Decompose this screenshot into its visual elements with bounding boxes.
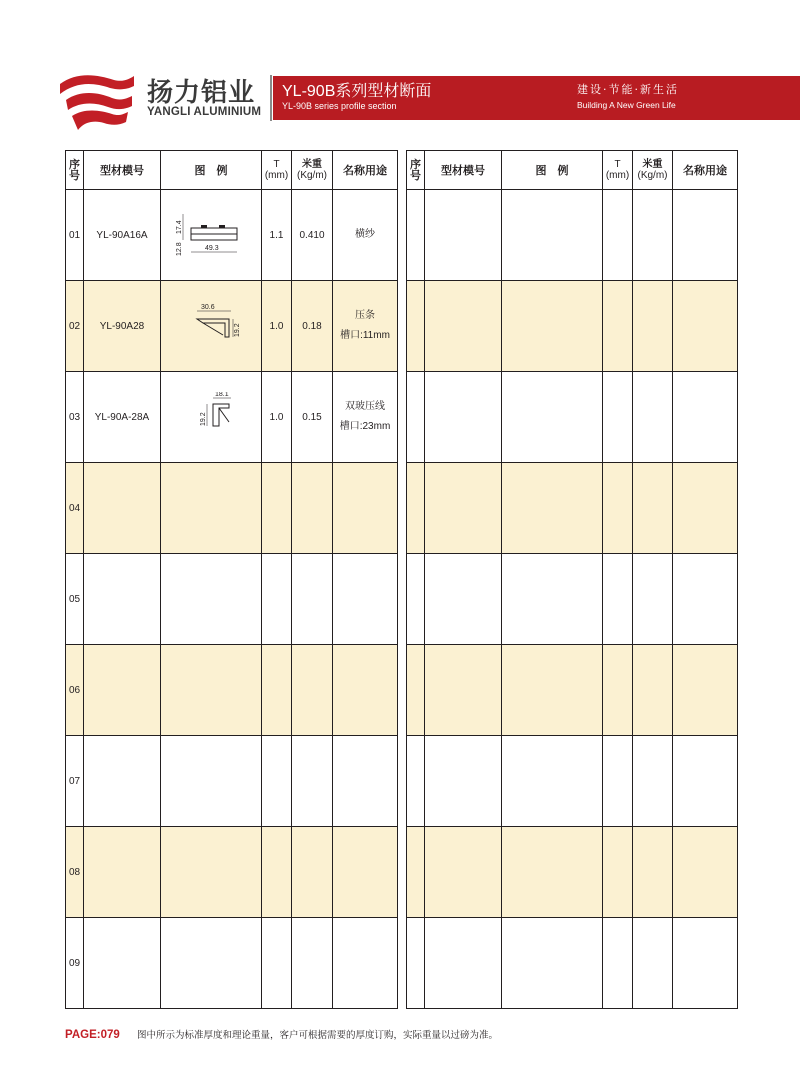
- row-diagram: [161, 645, 262, 736]
- profile-diagram-01: [171, 210, 251, 260]
- table-row: [407, 554, 738, 645]
- slogan-en: Building A New Green Life: [577, 100, 676, 110]
- row-diagram: [161, 827, 262, 918]
- row-diagram: [161, 554, 262, 645]
- page-footer: [65, 1027, 498, 1041]
- row-weight: 0.410: [292, 190, 333, 281]
- row-use: [333, 918, 398, 1009]
- dim-01-b: 12.8: [176, 242, 183, 256]
- row-use: 横纱: [333, 190, 398, 281]
- table-row: [66, 463, 398, 554]
- row-weight: [292, 827, 333, 918]
- dim-03-b: 19.2: [200, 412, 207, 426]
- row-no: 02: [66, 281, 84, 372]
- row-use: [333, 554, 398, 645]
- dim-03-a: 18.1: [215, 392, 229, 398]
- row-use: [333, 645, 398, 736]
- row-no: 07: [66, 736, 84, 827]
- table-row: [407, 463, 738, 554]
- row-thickness: 1.0: [262, 281, 292, 372]
- table-row: [407, 645, 738, 736]
- row-model: [84, 645, 161, 736]
- row-model: YL-90A-28A: [84, 372, 161, 463]
- col-header-diagram: 图 例: [161, 151, 262, 190]
- table-row: [66, 190, 398, 281]
- row-weight: [292, 554, 333, 645]
- row-use: [333, 827, 398, 918]
- row-thickness: [262, 827, 292, 918]
- table-header-row: [407, 151, 738, 190]
- profile-diagram-02: [171, 301, 251, 351]
- table-row: [407, 736, 738, 827]
- row-weight: 0.15: [292, 372, 333, 463]
- row-no: 01: [66, 190, 84, 281]
- row-no: 06: [66, 645, 84, 736]
- row-diagram: [161, 918, 262, 1009]
- row-diagram: [161, 372, 262, 463]
- col-header-thickness: T (mm): [603, 151, 633, 190]
- table-row: [66, 918, 398, 1009]
- row-weight: [292, 463, 333, 554]
- dim-02-a: 30.6: [201, 304, 215, 311]
- row-diagram: [161, 281, 262, 372]
- row-model: [84, 463, 161, 554]
- page-number: PAGE:079: [65, 1029, 120, 1041]
- row-no: 08: [66, 827, 84, 918]
- row-thickness: [262, 736, 292, 827]
- row-thickness: [262, 918, 292, 1009]
- row-diagram: [161, 736, 262, 827]
- table-row: [407, 372, 738, 463]
- row-thickness: [262, 554, 292, 645]
- col-header-model: 型材模号: [425, 151, 502, 190]
- dim-01-c: 49.3: [205, 245, 219, 252]
- row-use: [333, 736, 398, 827]
- row-diagram: [161, 190, 262, 281]
- col-header-thickness: T (mm): [262, 151, 292, 190]
- col-header-weight: 米重 (Kg/m): [633, 151, 673, 190]
- table-row: [407, 827, 738, 918]
- row-thickness: 1.0: [262, 372, 292, 463]
- profile-table-left: [65, 150, 398, 1009]
- row-model: [84, 827, 161, 918]
- col-header-diagram: 图 例: [502, 151, 603, 190]
- header-divider: [270, 75, 272, 121]
- table-row: [407, 281, 738, 372]
- row-weight: [292, 918, 333, 1009]
- row-weight: 0.18: [292, 281, 333, 372]
- row-model: YL-90A16A: [84, 190, 161, 281]
- yangli-logo: [56, 70, 136, 134]
- row-no: 04: [66, 463, 84, 554]
- row-use: [333, 463, 398, 554]
- table-row: [407, 190, 738, 281]
- row-thickness: [262, 645, 292, 736]
- brand-name-en: YANGLI ALUMINIUM: [147, 106, 262, 118]
- page-title: YL-90B系列型材断面: [282, 83, 432, 100]
- row-no: 05: [66, 554, 84, 645]
- table-row: [66, 372, 398, 463]
- table-header-row: [66, 151, 398, 190]
- table-row: [66, 554, 398, 645]
- table-row: [66, 281, 398, 372]
- row-use: 双玻压线 槽口:23mm: [333, 372, 398, 463]
- table-row: [66, 645, 398, 736]
- row-diagram: [161, 463, 262, 554]
- col-header-model: 型材模号: [84, 151, 161, 190]
- brand-name-cn: 扬力铝业: [147, 78, 256, 108]
- row-no: 03: [66, 372, 84, 463]
- table-row: [66, 736, 398, 827]
- row-weight: [292, 736, 333, 827]
- dim-02-b: 19.2: [234, 323, 241, 337]
- row-model: [84, 736, 161, 827]
- col-header-no: 序号: [66, 151, 84, 190]
- dim-01-a: 17.4: [176, 220, 183, 234]
- profile-table-right: [406, 150, 738, 1009]
- row-no: 09: [66, 918, 84, 1009]
- row-model: YL-90A28: [84, 281, 161, 372]
- col-header-use: 名称用途: [333, 151, 398, 190]
- row-thickness: [262, 463, 292, 554]
- row-model: [84, 918, 161, 1009]
- slogan-cn: 建设·节能·新生活: [577, 83, 679, 96]
- footer-note: 图中所示为标准厚度和理论重量，客户可根据需要的厚度订购，实际重量以过磅为准。: [136, 1030, 498, 1041]
- page-subtitle: YL-90B series profile section: [282, 101, 397, 111]
- row-model: [84, 554, 161, 645]
- col-header-weight: 米重 (Kg/m): [292, 151, 333, 190]
- row-thickness: 1.1: [262, 190, 292, 281]
- table-row: [66, 827, 398, 918]
- row-weight: [292, 645, 333, 736]
- row-use: 压条 槽口:11mm: [333, 281, 398, 372]
- profile-diagram-03: [171, 392, 251, 442]
- col-header-no: 序号: [407, 151, 425, 190]
- table-row: [407, 918, 738, 1009]
- col-header-use: 名称用途: [673, 151, 738, 190]
